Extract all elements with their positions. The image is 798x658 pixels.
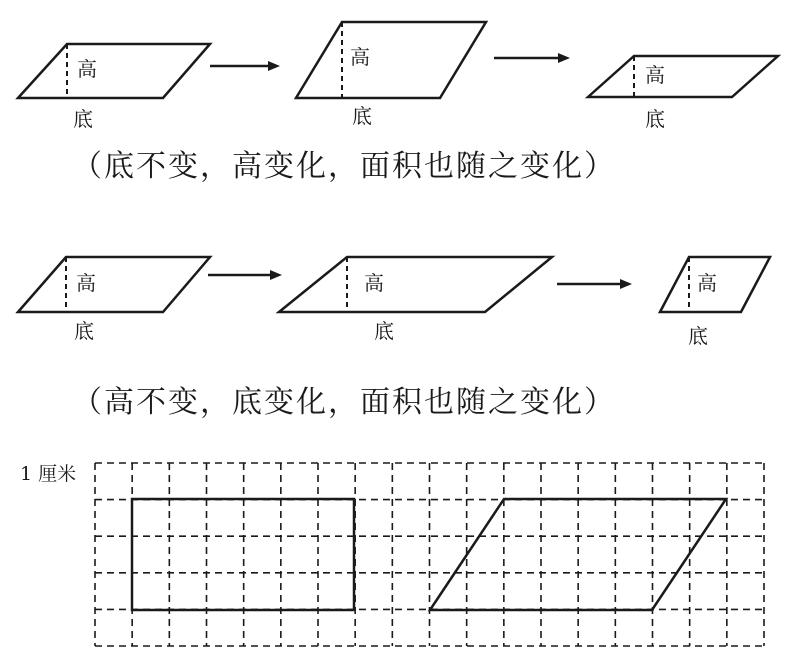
parallelogram bbox=[18, 44, 210, 98]
height-label: 高 bbox=[77, 57, 97, 81]
base-label: 底 bbox=[73, 107, 93, 131]
base-label: 底 bbox=[74, 319, 94, 343]
unit-label: 1 厘米 bbox=[20, 463, 77, 485]
row1-arrow-1 bbox=[210, 61, 280, 71]
row2-arrow-2 bbox=[557, 279, 632, 289]
height-label: 高 bbox=[645, 63, 665, 87]
base-label: 底 bbox=[645, 107, 665, 131]
row2-caption: （高不变，底变化，面积也随之变化） bbox=[72, 385, 616, 420]
base-label: 底 bbox=[688, 324, 708, 348]
height-label: 高 bbox=[364, 271, 384, 295]
row2-arrow-1 bbox=[208, 270, 282, 280]
dashed-grid bbox=[95, 463, 764, 646]
row1-figure-2 bbox=[296, 22, 486, 128]
row1-arrow-2 bbox=[494, 53, 570, 63]
base-label: 底 bbox=[374, 319, 394, 343]
row1-caption: （底不变，高变化，面积也随之变化） bbox=[72, 149, 616, 184]
row2-figure-1 bbox=[18, 257, 210, 343]
parallelogram bbox=[296, 22, 486, 98]
row1-figure-3 bbox=[588, 56, 778, 131]
parallelogram bbox=[279, 257, 552, 312]
parallelogram bbox=[18, 257, 210, 312]
row2-figure-3 bbox=[660, 257, 770, 348]
parallelogram bbox=[588, 56, 778, 97]
row2-figure-2 bbox=[279, 257, 552, 343]
height-label: 高 bbox=[697, 271, 717, 295]
base-label: 底 bbox=[352, 104, 372, 128]
height-label: 高 bbox=[76, 271, 96, 295]
row1-figure-1 bbox=[18, 44, 210, 131]
height-label: 高 bbox=[350, 45, 370, 69]
